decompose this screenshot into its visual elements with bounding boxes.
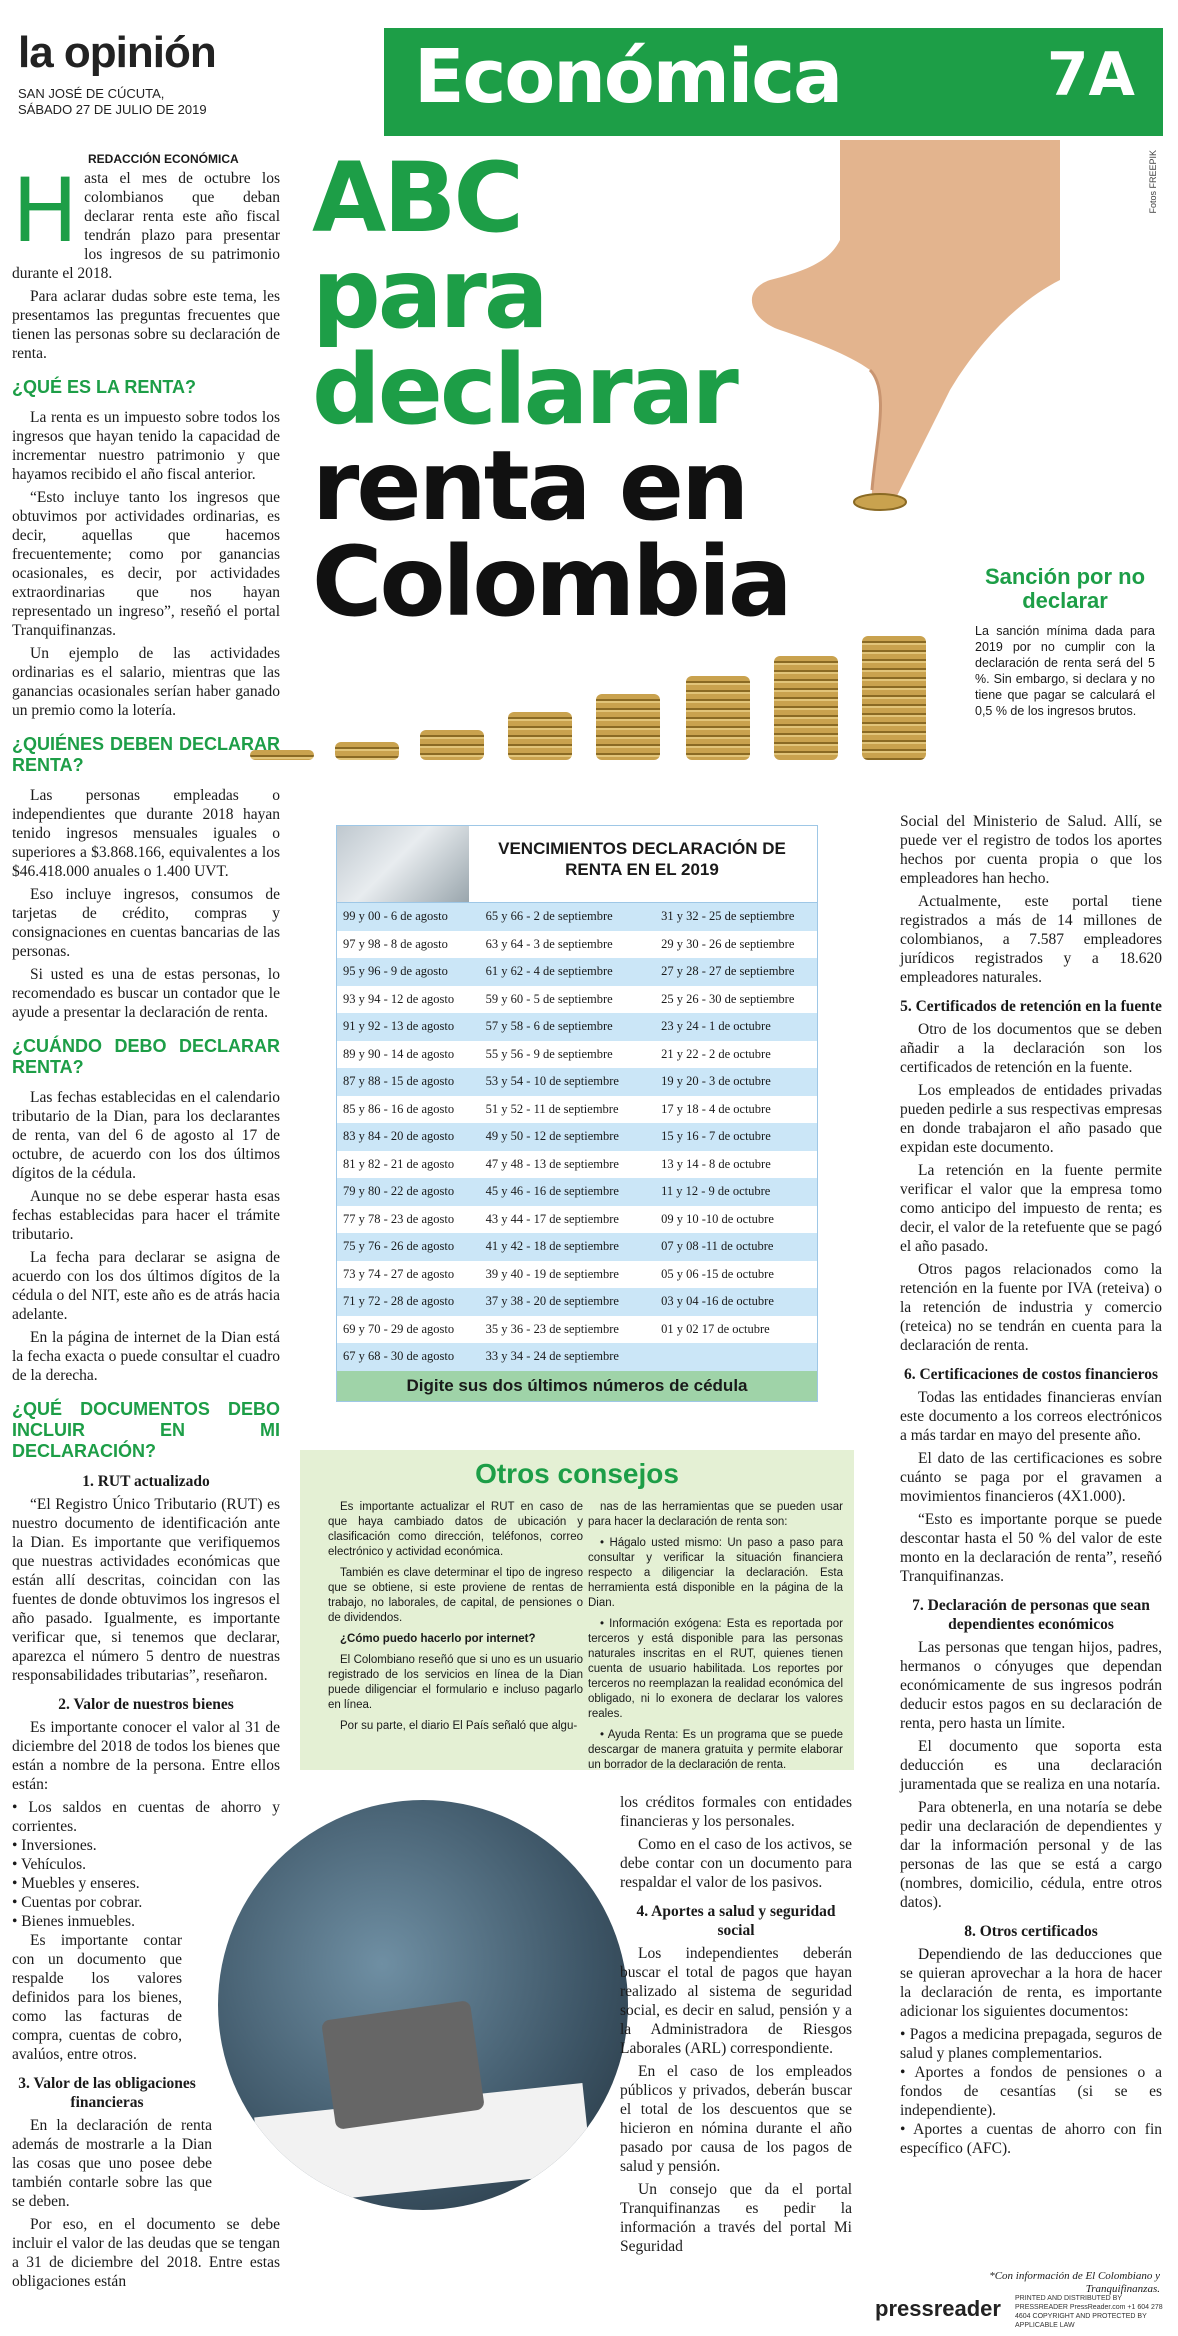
- table-cell: 21 y 22 - 2 de octubre: [661, 1046, 771, 1061]
- table-body: [337, 903, 817, 1371]
- consejos-title: Otros consejos: [475, 1458, 679, 1489]
- table-cell: 23 y 24 - 1 de octubre: [661, 1019, 771, 1034]
- headline: [312, 142, 790, 638]
- paragraph: En el caso de los empleados públicos y privados, deberán buscar el total de los descuentos que se hicieron en nómina durante el año pasado por causa de los pagos de salud y pensión.: [620, 2063, 852, 2175]
- list-item: • Aportes a cuentas de ahorro con fin específico (AFC).: [900, 2121, 1162, 2157]
- table-cell: 05 y 06 -15 de octubre: [661, 1266, 774, 1281]
- paragraph: La renta es un impuesto sobre todos los ingresos que hayan tenido la capacidad de incrementar nuestro patrimonio y que hayamos recibido el año fiscal anterior.: [12, 409, 280, 483]
- table-cell: 77 y 78 - 23 de agosto: [343, 1211, 455, 1226]
- list-item: • Vehículos.: [12, 1856, 87, 1873]
- consejos-column-left: [328, 1500, 583, 1740]
- table-cell: 75 y 76 - 26 de agosto: [343, 1239, 455, 1254]
- paragraph: La retención en la fuente permite verificar el valor que la empresa tomo como anticipo del impuesto de renta; es decir, el valor de la retefuente que se pagó el año pasado.: [900, 1162, 1162, 1255]
- table-cell: 45 y 46 - 16 de septiembre: [485, 1184, 619, 1199]
- subheading-otros-certificados: 8. Otros certificados: [964, 1923, 1098, 1940]
- table-cell: 85 y 86 - 16 de agosto: [343, 1101, 455, 1116]
- table-row: [337, 1096, 817, 1124]
- table-row: [337, 1151, 817, 1179]
- dateline-date: SÁBADO 27 DE JULIO DE 2019: [18, 102, 207, 117]
- paragraph: Es importante actualizar el RUT en caso de que haya cambiado datos de ubicación y clasificación como dirección, teléfonos, correo electrónico y actividad económica.: [328, 1501, 583, 1558]
- sancion-title: Sanción por no declarar: [984, 564, 1146, 613]
- article-column-middle: [620, 1793, 852, 2260]
- table-cell: 89 y 90 - 14 de agosto: [343, 1046, 455, 1061]
- headline-line-2: declarar: [312, 334, 736, 446]
- table-cell: 33 y 34 - 24 de septiembre: [485, 1349, 619, 1364]
- vencimientos-table: [336, 825, 818, 1402]
- paragraph: La fecha para declarar se asigna de acuerdo con los dos últimos dígitos de la cédula o del NIT, este año es de atrás hacia adelante.: [12, 1249, 280, 1323]
- calculator: [321, 2000, 485, 2130]
- table-cell: 37 y 38 - 20 de septiembre: [485, 1294, 619, 1309]
- dateline: [18, 86, 207, 118]
- otros-consejos-box: [300, 1450, 854, 1770]
- paragraph: También es clave determinar el tipo de ingreso que se obtiene, si este proviene de rentas de trabajo, no laborales, de capital, de pensiones o de dividendos.: [328, 1567, 583, 1624]
- table-cell: 63 y 64 - 3 de septiembre: [485, 936, 613, 951]
- table-cell: 49 y 50 - 12 de septiembre: [485, 1129, 619, 1144]
- list-item: • Aportes a fondos de pensiones o a fondos de cesantías (si se es independiente).: [900, 2064, 1162, 2119]
- table-row: [337, 1068, 817, 1096]
- table-cell: 31 y 32 - 25 de septiembre: [661, 909, 795, 924]
- table-cell: 43 y 44 - 17 de septiembre: [485, 1211, 619, 1226]
- table-cell: 71 y 72 - 28 de agosto: [343, 1294, 455, 1309]
- headline-line-3: renta en: [312, 430, 747, 542]
- table-cell: 35 y 36 - 23 de septiembre: [485, 1321, 619, 1336]
- table-cell: 91 y 92 - 13 de agosto: [343, 1019, 455, 1034]
- coin-stack: [686, 676, 750, 760]
- table-cell: 39 y 40 - 19 de septiembre: [485, 1266, 619, 1281]
- table-cell: 99 y 00 - 6 de agosto: [343, 909, 448, 924]
- paragraph: Dependiendo de las deducciones que se quieran aprovechar a la hora de hacer la declaración de renta, es importante adicionar los siguientes documentos:: [900, 1946, 1162, 2020]
- table-row: [337, 1013, 817, 1041]
- table-cell: 55 y 56 - 9 de septiembre: [485, 1046, 613, 1061]
- list-item: • Bienes inmuebles.: [12, 1913, 135, 1930]
- table-row: [337, 1123, 817, 1151]
- table-cell: 97 y 98 - 8 de agosto: [343, 936, 448, 951]
- pressreader-text: PRINTED AND DISTRIBUTED BY PRESSREADER PressReader.com +1 604 278 4604 COPYRIGHT AND PROTECTED BY APPLICABLE LAW: [1015, 2295, 1163, 2329]
- table-footer: Digite sus dos últimos números de cédula: [337, 1371, 817, 1401]
- table-cell: 87 y 88 - 15 de agosto: [343, 1074, 455, 1089]
- table-cell: 07 y 08 -11 de octubre: [661, 1239, 774, 1254]
- list-item: • Cuentas por cobrar.: [12, 1894, 143, 1911]
- paragraph: Para obtenerla, en una notaría se debe pedir una declaración de dependientes y dar la información personal y de las personas de las que se está a cargo (nombres, domicilio, cédula, entre otros datos).: [900, 1799, 1162, 1911]
- photo-credit: Fotos FREEPIK: [1148, 150, 1158, 214]
- table-row: [337, 1316, 817, 1344]
- sancion-box: [975, 565, 1155, 719]
- table-cell: 25 y 26 - 30 de septiembre: [661, 991, 795, 1006]
- paragraph: Social del Ministerio de Salud. Allí, se puede ver el registro de todos los aportes hechos por cuenta propia o que los empleadores han hecho.: [900, 813, 1162, 887]
- table-cell: 51 y 52 - 11 de septiembre: [485, 1101, 619, 1116]
- paragraph: Las personas empleadas o independientes que durante 2018 hayan tenido ingresos mensuales iguales o superiores a $3.868.166, equivalentes a los $46.418.000 anuales o 1.400 UVT.: [12, 787, 280, 880]
- paragraph: • Información exógena: Esta es reportada por terceros y está disponible para las personas naturales inscritas en el RUT, quienes tienen cuenta de usuario habilitada. Los reportes por terceros no reemplazan la realidad económica del obligado, ni lo exonera de declarar los valores reales.: [588, 1618, 843, 1720]
- dateline-city: SAN JOSÉ DE CÚCUTA,: [18, 86, 165, 101]
- table-cell: 73 y 74 - 27 de agosto: [343, 1266, 455, 1281]
- table-row: [337, 1288, 817, 1316]
- paragraph: Aunque no se debe esperar hasta esas fechas establecidas para hacer el trámite tributario.: [12, 1188, 280, 1243]
- table-cell: 47 y 48 - 13 de septiembre: [485, 1156, 619, 1171]
- paragraph: • Hágalo usted mismo: Un paso a paso para consultar y verificar la situación financiera respecto a diligenciar la declaración. Esta herramienta está disponible en la página de la Dian.: [588, 1537, 843, 1609]
- table-cell: 67 y 68 - 30 de agosto: [343, 1349, 455, 1364]
- table-row: [337, 1178, 817, 1206]
- paragraph: nas de las herramientas que se pueden usar para hacer la declaración de renta son:: [588, 1501, 843, 1528]
- table-cell: 53 y 54 - 10 de septiembre: [485, 1074, 619, 1089]
- table-cell: 19 y 20 - 3 de octubre: [661, 1074, 771, 1089]
- table-cell: 09 y 10 -10 de octubre: [661, 1211, 774, 1226]
- paragraph: Si usted es una de estas personas, lo recomendado es buscar un contador que le ayude a presentar la declaración de renta.: [12, 966, 280, 1021]
- paragraph: Un ejemplo de las actividades ordinarias es el salario, mientras que las ganancias ocasionales serían haber ganado un premio como la lotería.: [12, 645, 280, 719]
- table-cell: 69 y 70 - 29 de agosto: [343, 1321, 455, 1336]
- table-cell: 15 y 16 - 7 de octubre: [661, 1129, 771, 1144]
- paragraph: En la declaración de renta además de mostrarle a la Dian las cosas que uno posee debe también contarle sobre las que se deben.: [12, 2117, 212, 2210]
- question-heading-1: ¿QUÉ ES LA RENTA?: [12, 377, 196, 397]
- intro-paragraph: asta el mes de octubre los colombianos que deban declarar renta este año fiscal tendrán plazo para presentar los ingresos de su patrimonio durante el 2018.: [12, 170, 280, 282]
- calculator-thumbnail: [337, 826, 469, 902]
- table-cell: 83 y 84 - 20 de agosto: [343, 1129, 455, 1144]
- table-row: [337, 1233, 817, 1261]
- paragraph: Eso incluye ingresos, consumos de tarjetas de crédito, compras y consignaciones en cuentas bancarias de las personas.: [12, 886, 280, 960]
- paragraph: “Esto incluye tanto los ingresos que obtuvimos por actividades ordinarias, es decir, aquellas que hacemos frecuentemente; como por ganancias ocasionales, es decir, por actividades extraordinarias que nos hayan representado un ingreso”, reseñó el portal Tranquifinanzas.: [12, 489, 280, 639]
- table-cell: 01 y 02 17 de octubre: [661, 1321, 770, 1336]
- paragraph: Las personas que tengan hijos, padres, hermanos o cónyuges que dependan económicamente de sus ingresos podrán deducir estos pagos en su declaración de renta, pero hasta un límite.: [900, 1639, 1162, 1732]
- table-header: [337, 826, 817, 903]
- article-column-right: [900, 812, 1162, 2158]
- paragraph: Otro de los documentos que se deben añadir a la declaración son los certificados de retención en la fuente.: [900, 1021, 1162, 1076]
- paragraph: El Colombiano reseñó que si uno es un usuario registrado de los servicios en línea de la Dian puede diligenciar el formulario e incluso pagarlo en línea.: [328, 1654, 583, 1711]
- newspaper-logo: la opinión: [18, 28, 216, 77]
- table-cell: 41 y 42 - 18 de septiembre: [485, 1239, 619, 1254]
- paragraph: Un consejo que da el portal Tranquifinanzas es pedir la información a través del portal Mi Seguridad: [620, 2181, 852, 2255]
- table-row: [337, 903, 817, 931]
- table-cell: 95 y 96 - 9 de agosto: [343, 964, 448, 979]
- credit-note: *Con información de El Colombiano y Tranquifinanzas.: [989, 2270, 1160, 2295]
- paragraph: Por su parte, el diario El País señaló que algu-: [340, 1720, 578, 1732]
- table-cell: 57 y 58 - 6 de septiembre: [485, 1019, 613, 1034]
- pressreader-logo: pressreader: [875, 2296, 1001, 2321]
- table-row: [337, 958, 817, 986]
- hand-holding-coin-illustration: [720, 140, 1060, 520]
- paragraph: Es importante conocer el valor al 31 de diciembre del 2018 de todos los bienes que están a nombre de la persona. Entre ellos están:: [12, 1719, 280, 1793]
- question-heading-4: ¿QUÉ DOCUMENTOS DEBO INCLUIR EN MI DECLARACIÓN?: [12, 1399, 280, 1461]
- section-bar: [384, 28, 1163, 136]
- headline-line-1: ABC para: [312, 142, 546, 350]
- table-title: VENCIMIENTOS DECLARACIÓN DE RENTA EN EL 2019: [498, 839, 786, 879]
- paragraph: • Ayuda Renta: Es un programa que se puede descargar de manera gratuita y permite elaborar un borrador de la declaración de renta.: [588, 1729, 843, 1771]
- coin-stacks-illustration: [250, 560, 1000, 800]
- paragraph: En la página de internet de la Dian está la fecha exacta o puede consultar el cuadro de la derecha.: [12, 1329, 280, 1384]
- subheading-rut: 1. RUT actualizado: [82, 1473, 210, 1490]
- table-row: [337, 986, 817, 1014]
- page-number: 7A: [1046, 40, 1135, 110]
- coin-stack: [420, 730, 484, 760]
- paragraph: Los independientes deberán buscar el total de pagos que hayan realizado al sistema de seguridad social, es decir en salud, pensión y a la Administradora de Riesgos Laborales (ARL) correspondiente.: [620, 1945, 852, 2057]
- list-item: • Inversiones.: [12, 1837, 97, 1854]
- coin-stack: [862, 636, 926, 760]
- table-cell: 03 y 04 -16 de octubre: [661, 1294, 774, 1309]
- table-cell: 11 y 12 - 9 de octubre: [661, 1184, 771, 1199]
- drop-cap: H: [12, 159, 79, 262]
- list-item: • Pagos a medicina prepagada, seguros de salud y planes complementarios.: [900, 2026, 1162, 2062]
- paragraph: los créditos formales con entidades financieras y los personales.: [620, 1794, 852, 1830]
- coin-stack: [774, 656, 838, 760]
- intro-paragraph-2: Para aclarar dudas sobre este tema, les presentamos las preguntas frecuentes que tienen las personas sobre su declaración de renta.: [12, 288, 280, 362]
- table-cell: 65 y 66 - 2 de septiembre: [485, 909, 613, 924]
- paragraph: Por eso, en el documento se debe incluir el valor de las deudas que se tengan a 31 de diciembre del 2018. Entre estas obligaciones están: [12, 2216, 280, 2290]
- paragraph: “El Registro Único Tributario (RUT) es nuestro documento de identificación ante la Dian. Es importante que verifiquemos que nuestras actividades económicas que están allí descritas, coincidan con las fuentes de donde obtuvimos los ingresos el año pasado. Igualmente, es importante verificar que, si tenemos que declarar, aparezca el número 5 dentro de nuestras responsabilidades tributarias”, reseñaron.: [12, 1496, 280, 1684]
- table-row: [337, 1206, 817, 1234]
- pressreader-footer: [875, 2290, 1165, 2328]
- coin-stack: [508, 712, 572, 760]
- paragraph: Como en el caso de los activos, se debe contar con un documento para respaldar el valor de los pasivos.: [620, 1836, 852, 1891]
- paragraph: El dato de las certificaciones es sobre cuánto se paga por el gravamen a movimientos financieros (4X1.000).: [900, 1450, 1162, 1505]
- question-heading-2: ¿QUIÉNES DEBEN DECLARAR RENTA?: [12, 734, 280, 775]
- headline-line-4: Colombia: [312, 526, 790, 638]
- paragraph: Otros pagos relacionados como la retención en la fuente por IVA (reteiva) o la retención de industria y comercio (reteica) no se tendrán en cuenta para la declaración de renta.: [900, 1261, 1162, 1354]
- table-row: [337, 1041, 817, 1069]
- table-cell: 81 y 82 - 21 de agosto: [343, 1156, 455, 1171]
- table-row: [337, 1261, 817, 1289]
- table-row: [337, 931, 817, 959]
- list-item: • Muebles y enseres.: [12, 1875, 140, 1892]
- list-item: • Los saldos en cuentas de ahorro y corrientes.: [12, 1799, 280, 1835]
- question-heading-3: ¿CUÁNDO DEBO DECLARAR RENTA?: [12, 1036, 280, 1077]
- paragraph: Es importante contar con un documento que respalde los valores definidos para los bienes, como las facturas de compra, cuentas de cobro, avalúos, entre otros.: [12, 1932, 182, 2063]
- section-title: Económica: [414, 34, 842, 120]
- paragraph: El documento que soporta esta deducción es una declaración juramentada que se realiza en una notaría.: [900, 1738, 1162, 1793]
- table-cell: 59 y 60 - 5 de septiembre: [485, 991, 613, 1006]
- table-cell: 29 y 30 - 26 de septiembre: [661, 936, 795, 951]
- subheading-costos: 6. Certificaciones de costos financieros: [903, 1366, 1159, 1383]
- subheading-aportes: 4. Aportes a salud y seguridad social: [636, 1903, 836, 1939]
- table-cell: 79 y 80 - 22 de agosto: [343, 1184, 455, 1199]
- subheading-bienes: 2. Valor de nuestros bienes: [58, 1696, 234, 1713]
- sancion-body: La sanción mínima dada para 2019 por no cumplir con la declaración de renta será del 5 %. Sin embargo, si declara y no tiene que pagar se calculará el 0,5 % de los ingresos brutos.: [975, 624, 1155, 718]
- table-cell: 13 y 14 - 8 de octubre: [661, 1156, 771, 1171]
- consejos-column-right: [588, 1500, 843, 1779]
- calculator-photo: [218, 1800, 628, 2210]
- masthead: [18, 28, 1163, 136]
- subheading-obligaciones: 3. Valor de las obligaciones financieras: [18, 2075, 196, 2111]
- consejos-question: ¿Cómo puedo hacerlo por internet?: [340, 1633, 536, 1645]
- certificados-list: [900, 2025, 1162, 2158]
- subheading-retencion: 5. Certificados de retención en la fuente: [900, 998, 1162, 1015]
- paragraph: Las fechas establecidas en el calendario tributario de la Dian, para los declarantes de renta, van del 6 de agosto al 17 de octubre, de acuerdo con los dos últimos dígitos de la cédula.: [12, 1089, 280, 1182]
- table-cell: 93 y 94 - 12 de agosto: [343, 991, 455, 1006]
- byline: REDACCIÓN ECONÓMICA: [88, 152, 239, 166]
- table-cell: 61 y 62 - 4 de septiembre: [485, 964, 613, 979]
- table-cell: 27 y 28 - 27 de septiembre: [661, 964, 795, 979]
- subheading-dependientes: 7. Declaración de personas que sean dependientes económicos: [912, 1597, 1150, 1633]
- coin-stack: [596, 694, 660, 760]
- table-cell: 17 y 18 - 4 de octubre: [661, 1101, 771, 1116]
- paragraph: Actualmente, este portal tiene registrados a más de 14 millones de colombianos, a 7.587 empleadores jurídicos registrados y a 18.620 empleadores naturales.: [900, 893, 1162, 986]
- table-row: [337, 1343, 817, 1371]
- coin-stack: [335, 742, 399, 760]
- paragraph: Los empleados de entidades privadas pueden pedirle a sus respectivas empresas en donde trabajaron el año pasado que expidan este documento.: [900, 1082, 1162, 1156]
- paragraph: “Esto es importante porque se puede descontar hasta el 50 % del valor de este monto en la declaración de renta”, reseñó Tranquifinanzas.: [900, 1511, 1162, 1585]
- paragraph: Todas las entidades financieras envían este documento a los correos electrónicos a más tardar en mayo del presente año.: [900, 1389, 1162, 1444]
